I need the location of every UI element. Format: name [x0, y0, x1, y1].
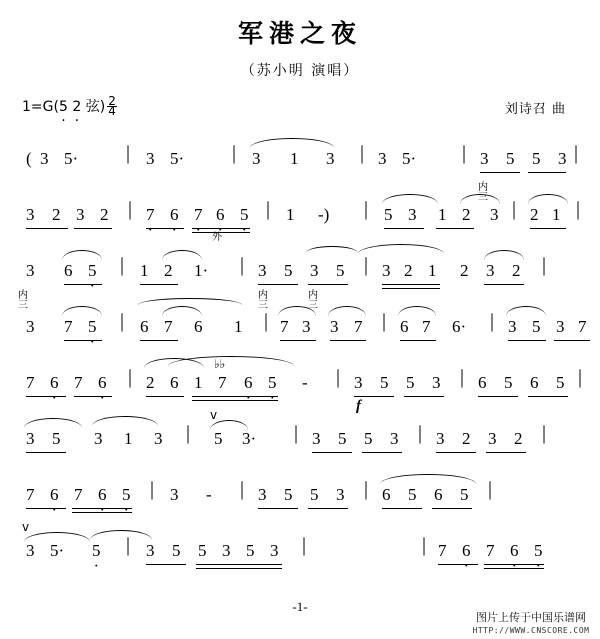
music-staff — [18, 130, 587, 578]
score-line: 内 三 3 7 5 · | 6 7 6 1 | 7 3 3 7 | 6 7 6· | 3 5 3 7 内 三 内 三 — [18, 298, 582, 354]
score-line: 7 6 · 7 6 · 5 · | 3 - | 3 5 5 3 | 6 5 6 5 | — [18, 466, 582, 522]
key-signature — [22, 93, 117, 118]
score-line: 3 5 3 1 3 | 5 3· | 3 5 5 3 | 3 2 3 2 | v — [18, 410, 582, 466]
sheet-music-page — [0, 14, 600, 639]
watermark-url: HTTP://WWW.CNSCORE.COM — [472, 626, 590, 635]
key-prefix: 1= — [22, 99, 43, 115]
score-meta-row — [0, 90, 600, 130]
watermark — [470, 609, 592, 635]
composer-credit: 刘诗召 曲 — [504, 102, 566, 117]
page-title: 军港之夜 — [237, 19, 362, 48]
performer-subtitle: （苏小明 演唱） — [240, 63, 360, 79]
key-letter: G — [42, 99, 54, 115]
score-line: ( 3 5· | 3 5· | 3 1 3 | 3 5· | 3 5 5 3 | — [18, 130, 582, 186]
score-line: 7 6 · 7 6 · | 2 6 1 7 6 · 5 · - | 3 5 5 3 | 6 5 6 5 | f ♭♭ — [18, 354, 582, 410]
tuning-label: (5 · 2 · 弦) — [54, 99, 106, 115]
score-line: 3 2 3 2 | 7 · 6 · 7 · 6 · 5 · | 1 -) | 5 3 1 2 3 | 2 1 | 内 三 — [18, 186, 582, 242]
time-signature: $\frac{2}{4}$ — [108, 93, 116, 118]
score-line: 3 5· 5 · | 3 5 5 3 5 3 | 7 6 · 7 6 · 5 · | v — [18, 522, 582, 578]
page-number: -1- — [292, 599, 308, 614]
score-line: 3 6 5 · | 1 2 1· | 3 5 3 5 | 3 2 1 2 3 2 | 外 — [18, 242, 582, 298]
watermark-text: 图片上传于中国乐谱网 — [476, 611, 586, 624]
